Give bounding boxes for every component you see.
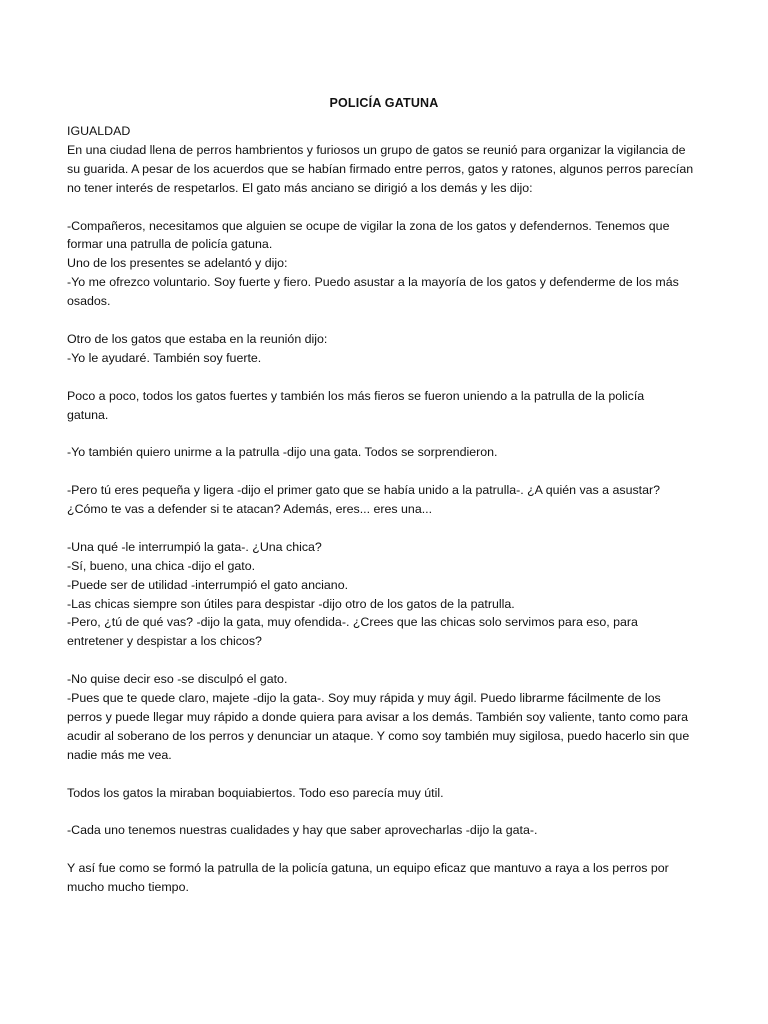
document-title: POLICÍA GATUNA bbox=[329, 96, 439, 110]
text-line: no tener interés de respetarlos. El gato más anciano se dirigió a los demás y les dijo: bbox=[67, 180, 533, 195]
text-line: -Cada uno tenemos nuestras cualidades y hay que saber aprovecharlas -dijo la gata-. bbox=[67, 823, 538, 838]
text-line: nadie más me vea. bbox=[67, 747, 172, 762]
text-line: En una ciudad llena de perros hambrientos y furiosos un grupo de gatos se reunió para organizar la vigilancia de bbox=[67, 142, 686, 157]
text-line: -Pues que te quede claro, majete -dijo la gata-. Soy muy rápida y muy ágil. Puedo librarme fácilmente de los bbox=[67, 691, 661, 706]
text-line: Uno de los presentes se adelantó y dijo: bbox=[67, 256, 288, 271]
paragraph-gap bbox=[67, 368, 701, 387]
text-line: osados. bbox=[67, 294, 111, 309]
text-line: Y así fue como se formó la patrulla de la policía gatuna, un equipo eficaz que mantuvo a raya a los perros por bbox=[67, 861, 669, 876]
text-line: -Una qué -le interrumpió la gata-. ¿Una chica? bbox=[67, 539, 322, 554]
text-line: -No quise decir eso -se disculpó el gato. bbox=[67, 672, 288, 687]
text-line: -Sí, bueno, una chica -dijo el gato. bbox=[67, 558, 256, 573]
paragraph-gap bbox=[67, 424, 701, 443]
text-line: Todos los gatos la miraban boquiabiertos. Todo eso parecía muy útil. bbox=[67, 785, 444, 800]
paragraph-gap bbox=[67, 311, 701, 330]
story-text bbox=[67, 141, 701, 897]
text-line: -Yo me ofrezco voluntario. Soy fuerte y fiero. Puedo asustar a la mayoría de los gatos y defenderme de los más bbox=[67, 275, 679, 290]
paragraph-gap bbox=[67, 519, 701, 538]
text-line: -Compañeros, necesitamos que alguien se ocupe de vigilar la zona de los gatos y defendernos. Tenemos que bbox=[67, 218, 670, 233]
text-line: perros y puede llegar muy rápido a donde quiera para avisar a los demás. También soy valiente, tanto como para bbox=[67, 709, 689, 724]
text-line: mucho mucho tiempo. bbox=[67, 880, 189, 895]
text-line: -Las chicas siempre son útiles para despistar -dijo otro de los gatos de la patrulla. bbox=[67, 596, 515, 611]
text-line: Poco a poco, todos los gatos fuertes y también los más fieros se fueron uniendo a la patrulla de la policía bbox=[67, 388, 645, 403]
document-subtitle: IGUALDAD bbox=[67, 124, 131, 138]
text-line: formar una patrulla de policía gatuna. bbox=[67, 237, 273, 252]
paragraph-gap bbox=[67, 462, 701, 481]
text-line: -Pero tú eres pequeña y ligera -dijo el primer gato que se había unido a la patrulla-. ¿A quién vas a asustar? bbox=[67, 483, 661, 498]
text-line: acudir al soberano de los perros y denunciar un ataque. Y como soy también muy sigilosa, puedo hacerlo sin que bbox=[67, 728, 690, 743]
text-line: -Yo le ayudaré. También soy fuerte. bbox=[67, 350, 262, 365]
document-body bbox=[67, 122, 701, 897]
text-line: -Puede ser de utilidad -interrumpió el gato anciano. bbox=[67, 577, 349, 592]
paragraph-gap bbox=[67, 198, 701, 217]
paragraph-gap bbox=[67, 803, 701, 822]
paragraph-gap bbox=[67, 651, 701, 670]
text-line: entretener y despistar a los chicos? bbox=[67, 634, 262, 649]
text-line: -Yo también quiero unirme a la patrulla -dijo una gata. Todos se sorprendieron. bbox=[67, 445, 498, 460]
text-line: su guarida. A pesar de los acuerdos que se habían firmado entre perros, gatos y ratones, algunos perros parecían bbox=[67, 161, 694, 176]
text-line: Otro de los gatos que estaba en la reunión dijo: bbox=[67, 331, 328, 346]
text-line: gatuna. bbox=[67, 407, 109, 422]
text-line: ¿Cómo te vas a defender si te atacan? Además, eres... eres una... bbox=[67, 502, 433, 517]
paragraph-gap bbox=[67, 765, 701, 784]
text-line: -Pero, ¿tú de qué vas? -dijo la gata, muy ofendida-. ¿Crees que las chicas solo servimos para eso, para bbox=[67, 615, 638, 630]
paragraph-gap bbox=[67, 840, 701, 859]
